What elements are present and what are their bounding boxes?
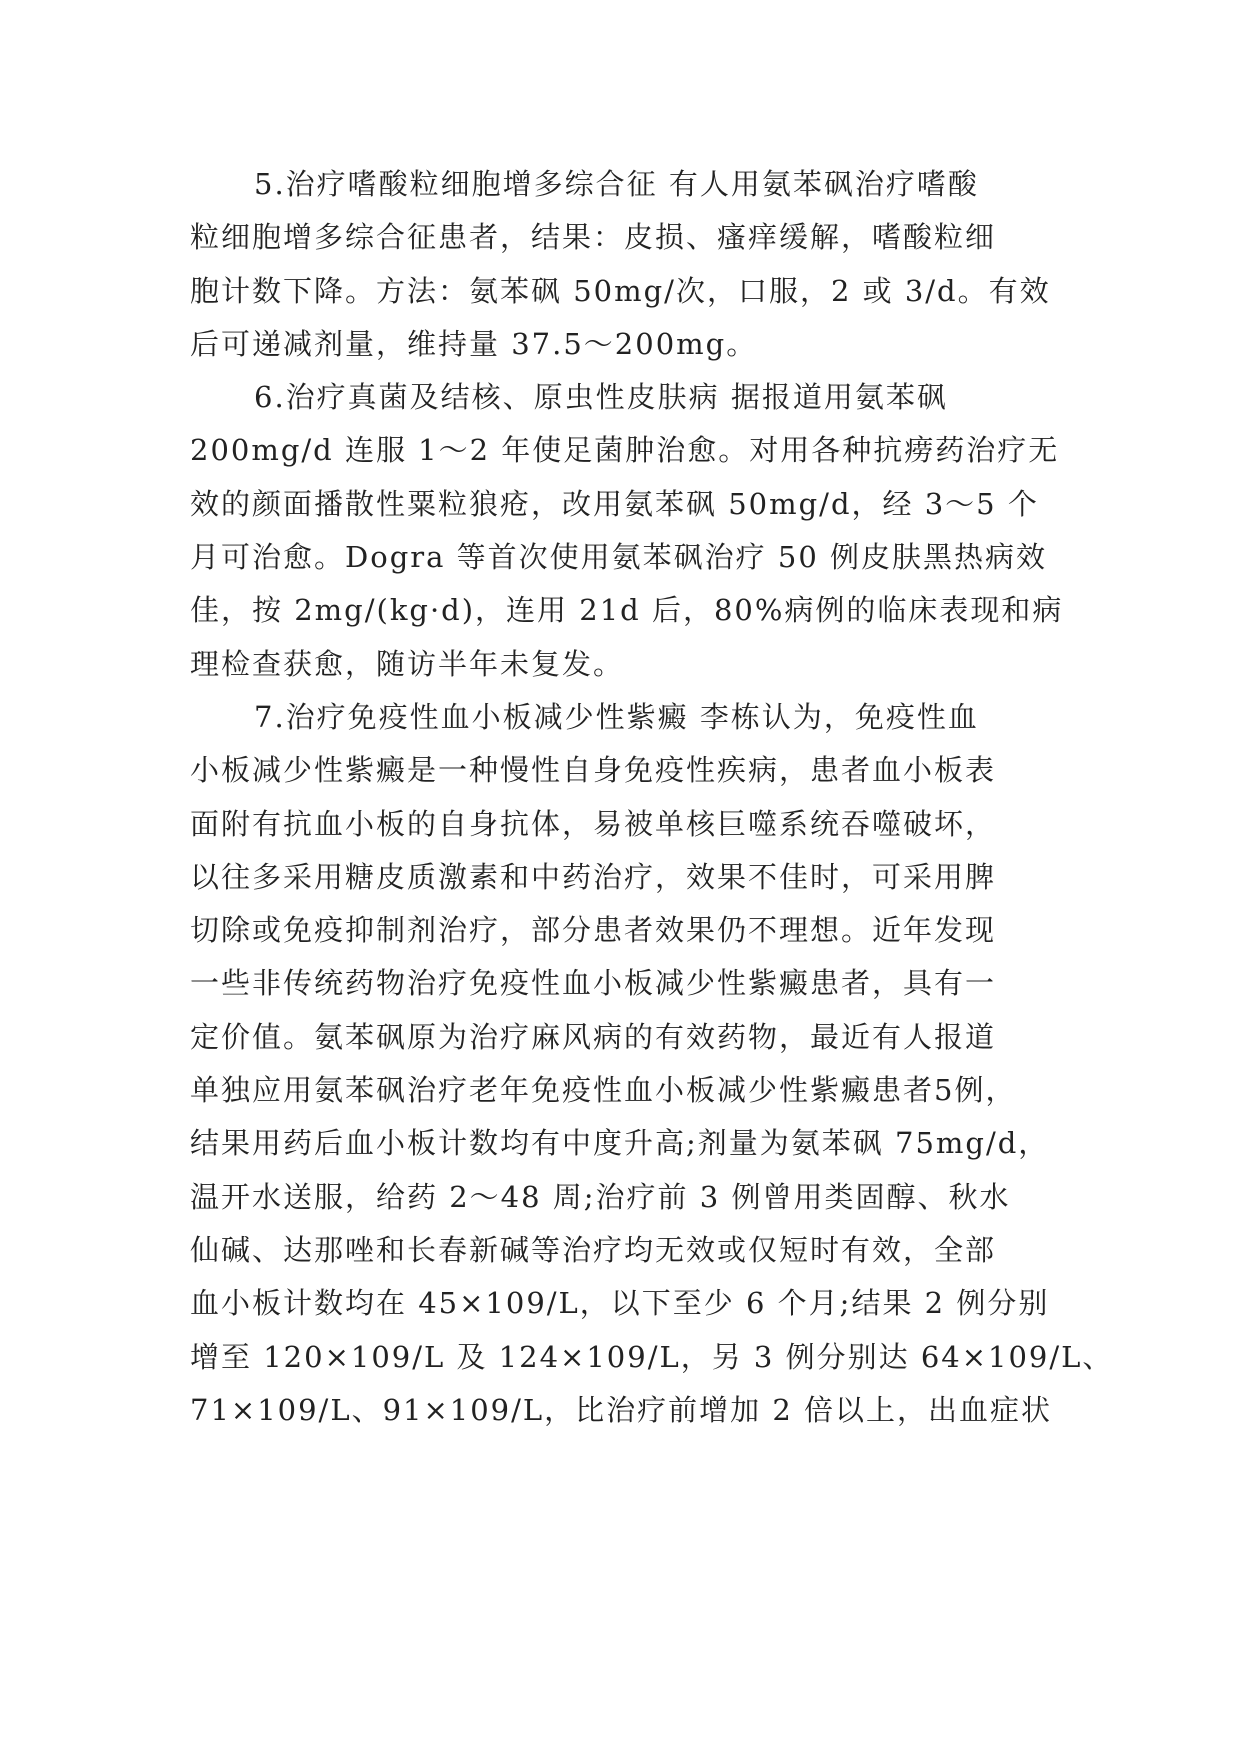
text-line: 小板减少性紫癜是一种慢性自身免疫性疾病，患者血小板表 bbox=[190, 753, 997, 788]
paragraph-7 bbox=[190, 691, 1114, 1437]
text-line: 71×109/L、91×109/L，比治疗前增加 2 倍以上，出血症状 bbox=[190, 1392, 1053, 1427]
text-line: 月可治愈。Dogra 等首次使用氨苯砜治疗 50 例皮肤黑热病效 bbox=[190, 540, 1047, 575]
text-line: 结果用药后血小板计数均有中度升高;剂量为氨苯砜 75mg/d， bbox=[190, 1126, 1050, 1161]
text-line: 单独应用氨苯砜治疗老年免疫性血小板减少性紫癜患者5例， bbox=[190, 1073, 1017, 1108]
text-line: 理检查获愈，随访半年未复发。 bbox=[190, 646, 625, 681]
text-line: 粒细胞增多综合征患者，结果：皮损、瘙痒缓解，嗜酸粒细 bbox=[190, 220, 997, 255]
document-body bbox=[190, 158, 1114, 1437]
text-line: 5.治疗嗜酸粒细胞增多综合征 有人用氨苯砜治疗嗜酸 bbox=[254, 167, 979, 201]
text-line: 6.治疗真菌及结核、原虫性皮肤病 据报道用氨苯砜 bbox=[254, 380, 948, 415]
text-line: 增至 120×109/L 及 124×109/L，另 3 例分别达 64×109/L、 bbox=[190, 1339, 1114, 1374]
text-line: 仙碱、达那唑和长春新碱等治疗均无效或仅短时有效，全部 bbox=[190, 1232, 997, 1267]
text-line: 后可递减剂量，维持量 37.5～200mg。 bbox=[190, 326, 758, 361]
text-line: 温开水送服，给药 2～48 周;治疗前 3 例曾用类固醇、秋水 bbox=[190, 1179, 1011, 1214]
text-line: 切除或免疫抑制剂治疗，部分患者效果仍不理想。近年发现 bbox=[190, 913, 997, 948]
text-line: 面附有抗血小板的自身抗体，易被单核巨噬系统吞噬破坏， bbox=[190, 806, 997, 841]
paragraph-5 bbox=[190, 158, 1050, 371]
text-line: 效的颜面播散性粟粒狼疮，改用氨苯砜 50mg/d，经 3～5 个 bbox=[190, 486, 1039, 521]
text-line: 血小板计数均在 45×109/L，以下至少 6 个月;结果 2 例分别 bbox=[190, 1286, 1050, 1321]
text-line: 200mg/d 连服 1～2 年使足菌肿治愈。对用各种抗痨药治疗无 bbox=[190, 433, 1060, 468]
text-line: 以往多采用糖皮质激素和中药治疗，效果不佳时，可采用脾 bbox=[190, 859, 997, 894]
paragraph-6 bbox=[190, 371, 1064, 691]
text-line: 定价值。氨苯砜原为治疗麻风病的有效药物，最近有人报道 bbox=[190, 1019, 997, 1054]
text-line: 7.治疗免疫性血小板减少性紫癜 李栋认为，免疫性血 bbox=[254, 699, 979, 734]
text-line: 胞计数下降。方法：氨苯砜 50mg/次，口服，2 或 3/d。有效 bbox=[190, 273, 1051, 308]
text-line: 一些非传统药物治疗免疫性血小板减少性紫癜患者，具有一 bbox=[190, 966, 997, 1001]
text-line: 佳，按 2mg/(kg·d)，连用 21d 后，80%病例的临床表现和病 bbox=[190, 593, 1064, 628]
